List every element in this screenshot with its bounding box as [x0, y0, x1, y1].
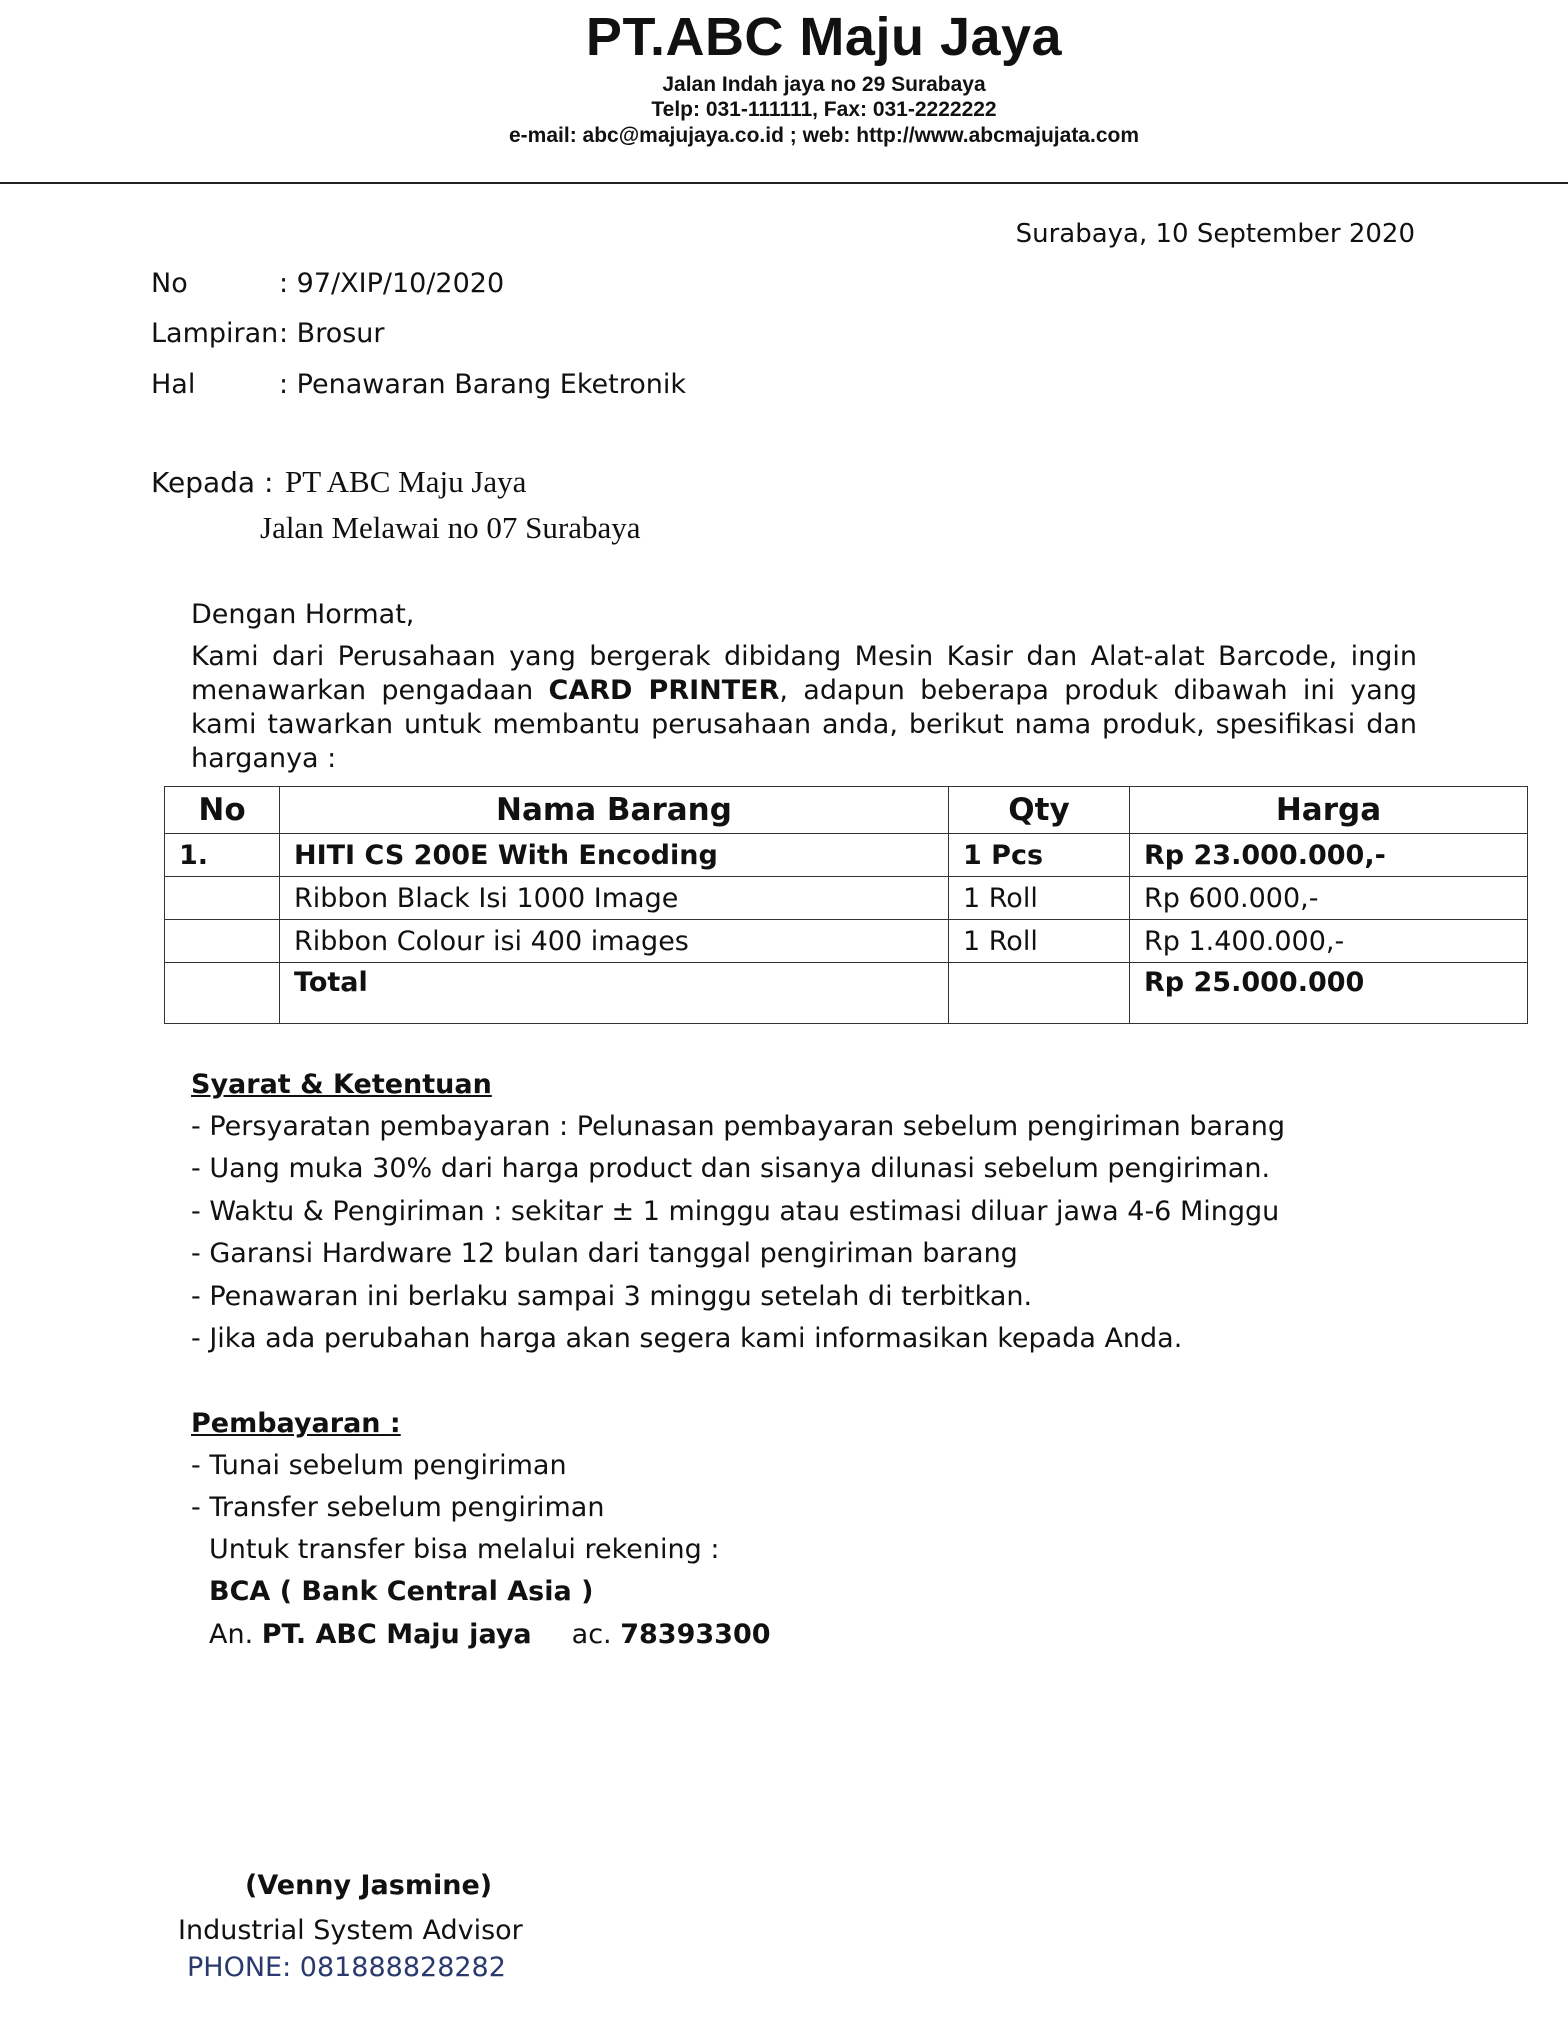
table-row: [165, 920, 1528, 963]
table-header-qty: Qty: [949, 787, 1130, 834]
cell-name: Ribbon Black Isi 1000 Image: [280, 877, 949, 920]
account-line: [209, 1619, 771, 1650]
table-row: [165, 877, 1528, 920]
transfer-note: Untuk transfer bisa melalui rekening :: [209, 1534, 720, 1565]
cell-no: [165, 963, 280, 1024]
meta-attachment: [151, 318, 385, 349]
letterhead-divider: [0, 182, 1568, 184]
intro-product-highlight: CARD PRINTER: [548, 675, 780, 706]
intro-paragraph: [191, 640, 1417, 776]
recipient-name: PT ABC Maju Jaya: [285, 464, 527, 499]
terms-item: - Jika ada perubahan harga akan segera kami informasikan kepada Anda.: [191, 1323, 1183, 1354]
intro-text-after: , adapun beberapa produk dibawah ini yang kami tawarkan untuk membantu perusahaan anda, berikut nama produk, spesifikasi dan harganya :: [191, 675, 1418, 774]
signatory-title: Industrial System Advisor: [178, 1915, 523, 1946]
letter-date: Surabaya, 10 September 2020: [1015, 219, 1415, 249]
cell-no: 1.: [165, 834, 280, 877]
account-holder-label: An.: [209, 1619, 254, 1650]
terms-item: - Garansi Hardware 12 bulan dari tanggal pengiriman barang: [191, 1238, 1018, 1269]
meta-number: [151, 268, 504, 299]
table-header-name: Nama Barang: [280, 787, 949, 834]
table-header-no: No: [165, 787, 280, 834]
meta-attachment-label: Lampiran: [151, 318, 279, 349]
company-email-web: e-mail: abc@majujaya.co.id ; web: http://www.abcmajujata.com: [509, 124, 1139, 147]
cell-price: Rp 600.000,-: [1130, 877, 1528, 920]
cell-name: Ribbon Colour isi 400 images: [280, 920, 949, 963]
terms-item: - Uang muka 30% dari harga product dan sisanya dilunasi sebelum pengiriman.: [191, 1153, 1271, 1184]
cell-qty: 1 Roll: [949, 877, 1130, 920]
cell-no: [165, 877, 280, 920]
recipient-address: Jalan Melawai no 07 Surabaya: [260, 510, 641, 545]
meta-subject: [151, 369, 686, 400]
terms-heading: Syarat & Ketentuan: [191, 1069, 492, 1100]
meta-subject-value: : Penawaran Barang Eketronik: [279, 369, 686, 400]
terms-item: - Penawaran ini berlaku sampai 3 minggu setelah di terbitkan.: [191, 1281, 1033, 1312]
account-number: 78393300: [620, 1619, 771, 1650]
account-holder-name: PT. ABC Maju jaya: [261, 1619, 532, 1650]
company-phone-fax: Telp: 031-111111, Fax: 031-2222222: [651, 98, 997, 121]
intro-text-before: Kami dari Perusahaan yang bergerak dibidang Mesin Kasir dan Alat-alat Barcode, ingin menawarkan pengadaan: [191, 641, 1417, 706]
account-number-label: ac.: [571, 1619, 612, 1650]
cell-qty: 1 Pcs: [949, 834, 1130, 877]
payment-item: - Transfer sebelum pengiriman: [191, 1492, 605, 1523]
meta-number-label: No: [151, 268, 188, 299]
cell-qty: [949, 963, 1130, 1024]
cell-qty: 1 Roll: [949, 920, 1130, 963]
recipient-label: Kepada :: [151, 466, 274, 499]
table-total-row: [165, 963, 1528, 1024]
bank-name: BCA ( Bank Central Asia ): [209, 1576, 594, 1607]
total-value: Rp 25.000.000: [1130, 963, 1528, 1024]
meta-subject-label: Hal: [151, 369, 196, 400]
signatory-phone: PHONE: 081888828282: [187, 1952, 506, 1983]
table-header-price: Harga: [1130, 787, 1528, 834]
terms-item: - Persyaratan pembayaran : Pelunasan pembayaran sebelum pengiriman barang: [191, 1111, 1285, 1142]
payment-item: - Tunai sebelum pengiriman: [191, 1450, 567, 1481]
cell-name: HITI CS 200E With Encoding: [280, 834, 949, 877]
meta-attachment-value: : Brosur: [279, 318, 385, 349]
cell-price: Rp 23.000.000,-: [1130, 834, 1528, 877]
company-name: PT.ABC Maju Jaya: [585, 7, 1063, 67]
terms-item: - Waktu & Pengiriman : sekitar ± 1 minggu atau estimasi diluar jawa 4-6 Minggu: [191, 1196, 1280, 1227]
table-header-row: [165, 787, 1528, 834]
cell-price: Rp 1.400.000,-: [1130, 920, 1528, 963]
meta-number-value: : 97/XIP/10/2020: [279, 268, 505, 299]
payment-heading: Pembayaran :: [191, 1408, 401, 1439]
signatory-name: (Venny Jasmine): [245, 1870, 493, 1901]
greeting: Dengan Hormat,: [191, 599, 415, 630]
table-row: [165, 834, 1528, 877]
offer-table: [164, 786, 1528, 1024]
total-label: Total: [280, 963, 949, 1024]
cell-no: [165, 920, 280, 963]
company-address: Jalan Indah jaya no 29 Surabaya: [662, 73, 986, 96]
